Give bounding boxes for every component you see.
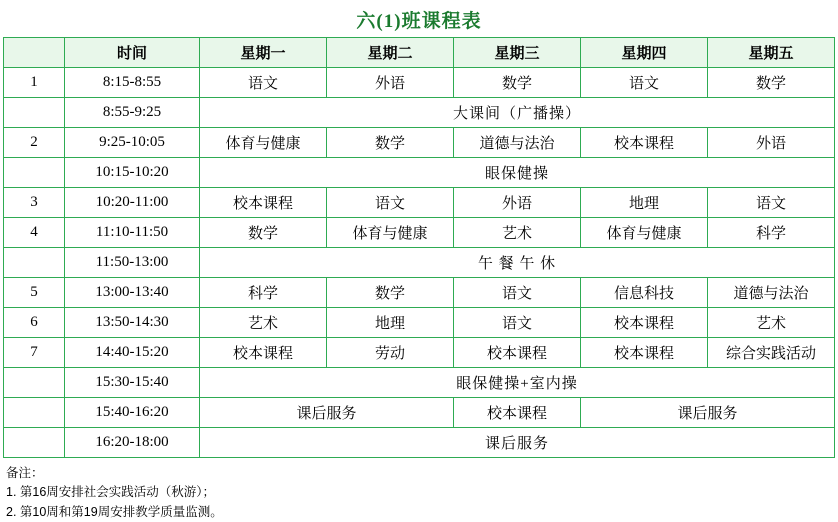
cell-monday: 语文 — [200, 68, 327, 98]
header-cell-index — [4, 38, 65, 68]
row-time: 8:15-8:55 — [65, 68, 200, 98]
table-row — [4, 188, 835, 218]
table-row — [4, 398, 835, 428]
row-index — [4, 428, 65, 458]
table-row — [4, 68, 835, 98]
cell-tuesday: 劳动 — [327, 338, 454, 368]
cell-monday: 体育与健康 — [200, 128, 327, 158]
cell-thursday: 语文 — [581, 68, 708, 98]
row-index: 4 — [4, 218, 65, 248]
cell-monday: 校本课程 — [200, 188, 327, 218]
row-index — [4, 158, 65, 188]
table-body — [4, 68, 835, 458]
cell-thursday: 地理 — [581, 188, 708, 218]
header-cell-thursday: 星期四 — [581, 38, 708, 68]
row-time: 15:30-15:40 — [65, 368, 200, 398]
cell-after-school-right: 课后服务 — [581, 398, 835, 428]
header-row — [4, 38, 835, 68]
row-time: 10:15-10:20 — [65, 158, 200, 188]
row-time: 11:10-11:50 — [65, 218, 200, 248]
break-label: 课后服务 — [200, 428, 835, 458]
cell-wednesday: 校本课程 — [454, 338, 581, 368]
cell-friday: 语文 — [708, 188, 835, 218]
header-cell-tuesday: 星期二 — [327, 38, 454, 68]
break-label: 大课间（广播操） — [200, 98, 835, 128]
cell-monday: 艺术 — [200, 308, 327, 338]
cell-wednesday: 道德与法治 — [454, 128, 581, 158]
table-row — [4, 368, 835, 398]
break-label: 午 餐 午 休 — [200, 248, 835, 278]
row-time: 11:50-13:00 — [65, 248, 200, 278]
cell-tuesday: 体育与健康 — [327, 218, 454, 248]
cell-monday: 科学 — [200, 278, 327, 308]
notes-label: 备注： — [6, 466, 44, 480]
cell-friday: 综合实践活动 — [708, 338, 835, 368]
cell-friday: 科学 — [708, 218, 835, 248]
table-row — [4, 338, 835, 368]
table-row — [4, 128, 835, 158]
cell-monday: 数学 — [200, 218, 327, 248]
row-index: 5 — [4, 278, 65, 308]
row-index — [4, 398, 65, 428]
row-index: 3 — [4, 188, 65, 218]
row-time: 14:40-15:20 — [65, 338, 200, 368]
cell-after-school-left: 课后服务 — [200, 398, 454, 428]
cell-thursday: 校本课程 — [581, 338, 708, 368]
cell-thursday: 校本课程 — [581, 308, 708, 338]
cell-wednesday: 语文 — [454, 278, 581, 308]
cell-tuesday: 数学 — [327, 128, 454, 158]
cell-friday: 道德与法治 — [708, 278, 835, 308]
cell-monday: 校本课程 — [200, 338, 327, 368]
row-time: 16:20-18:00 — [65, 428, 200, 458]
row-time: 15:40-16:20 — [65, 398, 200, 428]
notes-block — [0, 458, 838, 522]
row-time: 8:55-9:25 — [65, 98, 200, 128]
cell-wednesday: 数学 — [454, 68, 581, 98]
cell-wednesday: 语文 — [454, 308, 581, 338]
row-index: 2 — [4, 128, 65, 158]
cell-wednesday: 外语 — [454, 188, 581, 218]
table-row — [4, 248, 835, 278]
note-line-1: 1. 第16周安排社会实践活动（秋游）； — [6, 485, 216, 500]
cell-tuesday: 数学 — [327, 278, 454, 308]
table-row — [4, 98, 835, 128]
row-time: 10:20-11:00 — [65, 188, 200, 218]
header-cell-friday: 星期五 — [708, 38, 835, 68]
cell-after-school-mid: 校本课程 — [454, 398, 581, 428]
cell-friday: 数学 — [708, 68, 835, 98]
break-label: 眼保健操 — [200, 158, 835, 188]
row-index — [4, 98, 65, 128]
row-index: 6 — [4, 308, 65, 338]
table-row — [4, 308, 835, 338]
row-index — [4, 248, 65, 278]
table-header — [4, 38, 835, 68]
cell-friday: 艺术 — [708, 308, 835, 338]
table-row — [4, 158, 835, 188]
cell-wednesday: 艺术 — [454, 218, 581, 248]
cell-thursday: 信息科技 — [581, 278, 708, 308]
row-time: 9:25-10:05 — [65, 128, 200, 158]
cell-tuesday: 语文 — [327, 188, 454, 218]
break-label: 眼保健操+室内操 — [200, 368, 835, 398]
row-index: 7 — [4, 338, 65, 368]
cell-tuesday: 地理 — [327, 308, 454, 338]
row-time: 13:00-13:40 — [65, 278, 200, 308]
cell-friday: 外语 — [708, 128, 835, 158]
page-title: 六(1)班课程表 — [356, 11, 482, 32]
cell-thursday: 体育与健康 — [581, 218, 708, 248]
row-index — [4, 368, 65, 398]
note-line-2: 2. 第10周和第19周安排教学质量监测。 — [6, 504, 223, 519]
cell-thursday: 校本课程 — [581, 128, 708, 158]
table-row — [4, 428, 835, 458]
header-cell-time: 时间 — [65, 38, 200, 68]
cell-tuesday: 外语 — [327, 68, 454, 98]
table-row — [4, 218, 835, 248]
schedule-table — [3, 37, 835, 458]
table-row — [4, 278, 835, 308]
row-index: 1 — [4, 68, 65, 98]
row-time: 13:50-14:30 — [65, 308, 200, 338]
header-cell-wednesday: 星期三 — [454, 38, 581, 68]
header-cell-monday: 星期一 — [200, 38, 327, 68]
